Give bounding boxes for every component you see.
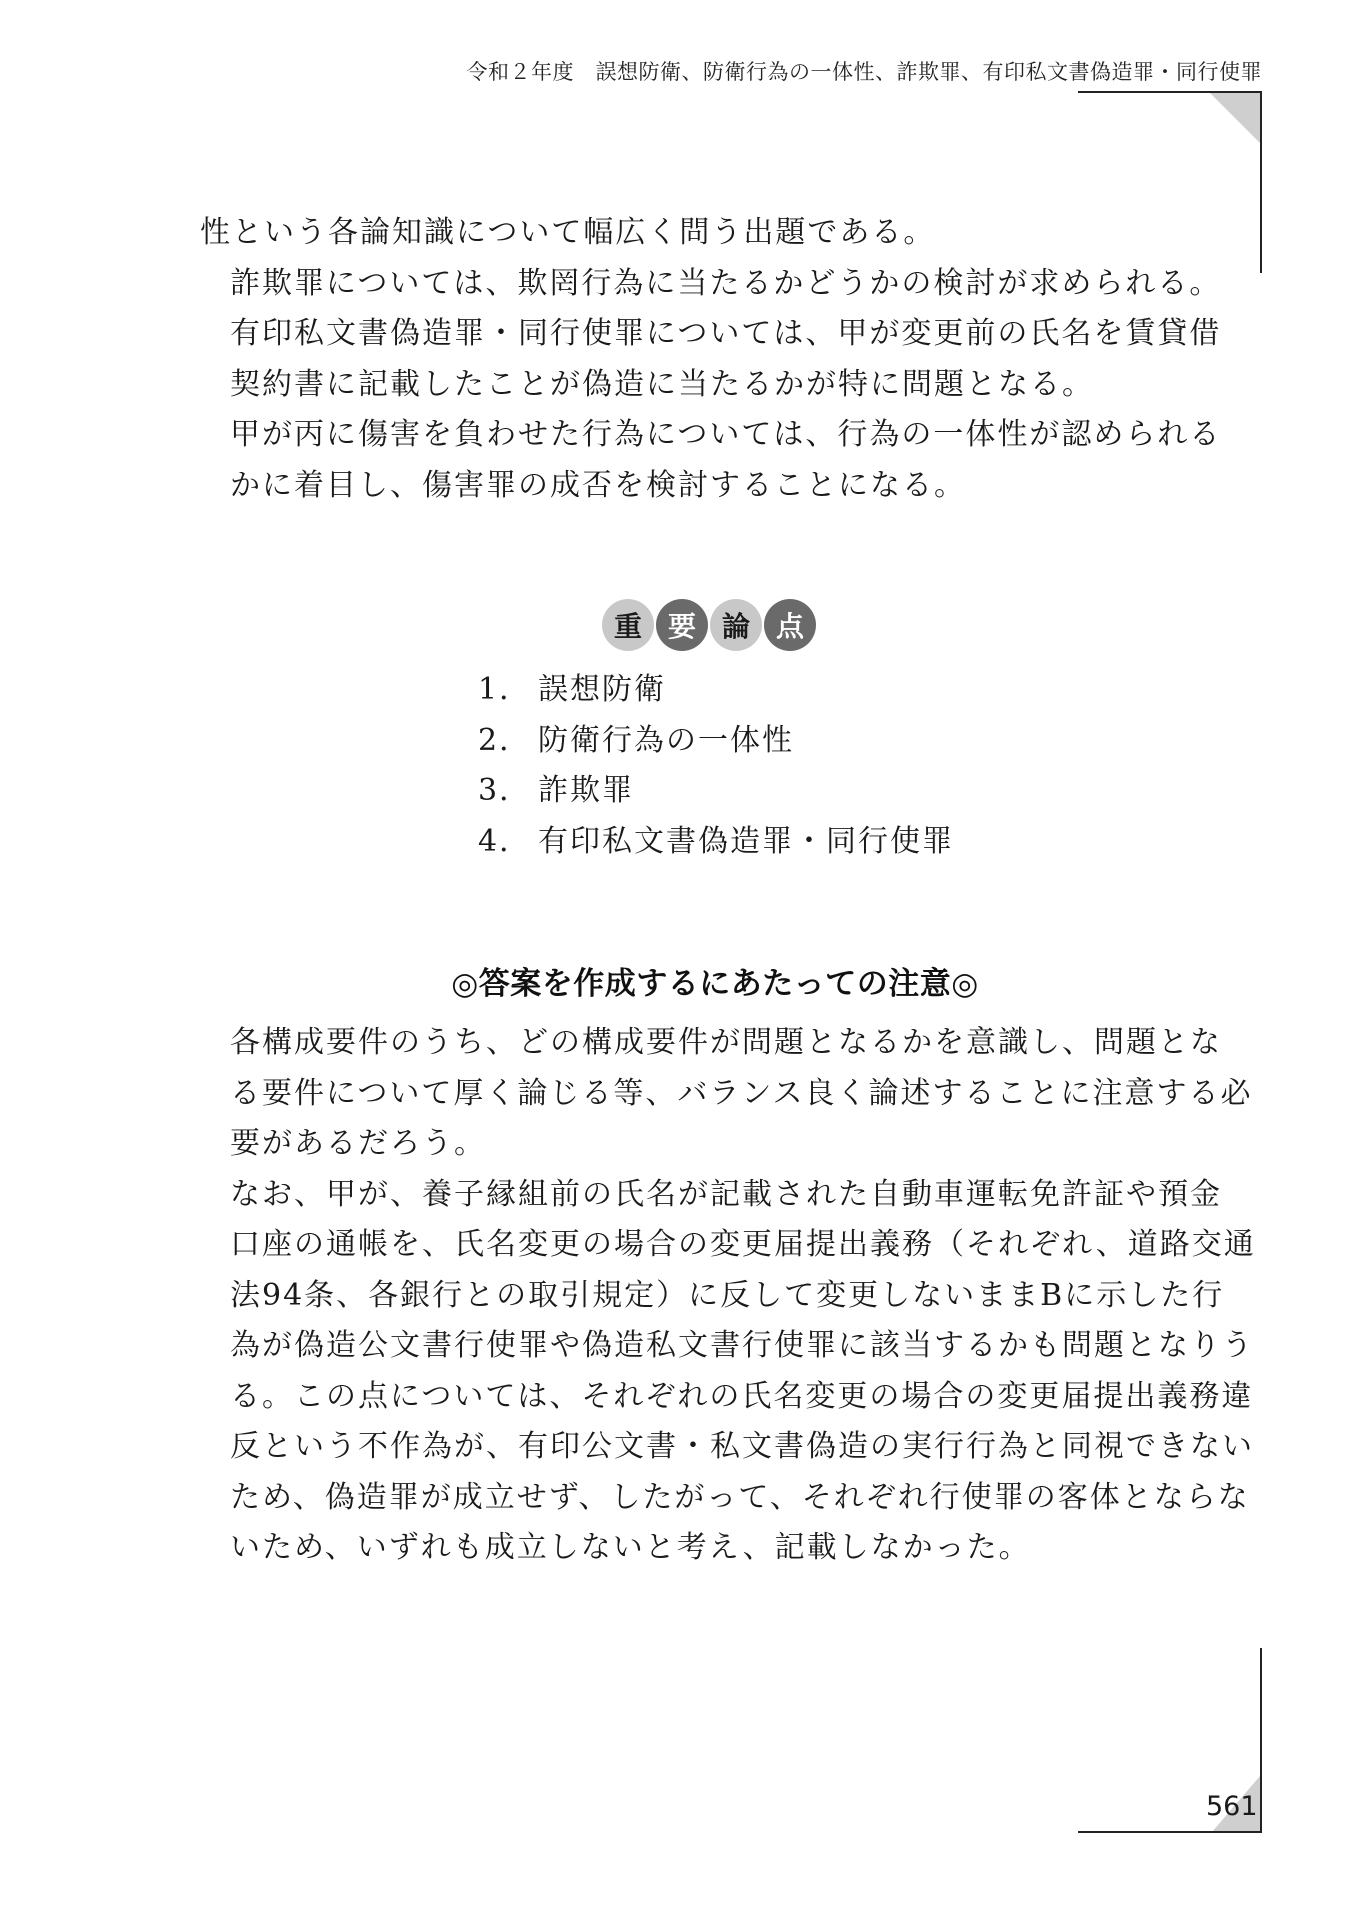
list-item [478,817,954,868]
page-number: 561 [1206,1791,1258,1822]
intro-section [200,208,1230,511]
notes-paragraph [200,1018,1253,1170]
text-line: なお、甲が、養子縁組前の氏名が記載された自動車運転免許証や預金 [230,1176,1222,1212]
footer-rule [1078,1831,1262,1833]
text-line: 口座の通帳を、氏名変更の場合の変更届提出義務（それぞれ、道路交通 [230,1227,1256,1262]
list-item [478,716,954,767]
text-line: いため、いずれも成立しないと考え、記載しなかった。 [230,1530,1031,1565]
list-item [478,665,954,716]
corner-tab-icon [1210,93,1262,145]
notes-section [200,1018,1256,1574]
list-item-text: 誤想防衛 [538,672,666,707]
text-line: 契約書に記載したことが偽造に当たるかが特に問題となる。 [230,366,1094,402]
text-line: る。この点については、それぞれの氏名変更の場合の変更届提出義務違 [230,1378,1254,1414]
intro-paragraph [200,309,1230,410]
intro-paragraph [200,259,1230,310]
text-line: 甲が丙に傷害を負わせた行為については、行為の一体性が認められる [230,417,1222,452]
key-points-badge: 重 [602,599,654,651]
list-item-number: 3． [478,773,532,808]
list-item-text: 有印私文書偽造罪・同行使罪 [538,823,954,859]
text-line: 各構成要件のうち、どの構成要件が問題となるかを意識し、問題とな [230,1025,1222,1060]
text-line: 法94条、各銀行との取引規定）に反して変更しないままBに示した行 [230,1277,1225,1313]
text-line: る要件について厚く論じる等、バランス良く論述することに注意する必 [230,1075,1253,1111]
notes-paragraph [200,1170,1256,1574]
notes-heading: ◎答案を作成するにあたっての注意◎ [451,966,979,1002]
list-item-number: 2． [478,722,532,758]
intro-paragraph [200,208,1230,259]
text-line: ため、偽造罪が成立せず、したがって、それぞれ行使罪の客体とならな [230,1479,1250,1515]
intro-paragraph [200,410,1230,511]
text-line: 有印私文書偽造罪・同行使罪については、甲が変更前の氏名を賃貸借 [230,316,1222,351]
text-line: かに着目し、傷害罪の成否を検討することになる。 [230,467,966,503]
key-points-badge: 点 [764,599,816,651]
list-item-number: 1． [478,672,532,707]
list-item-text: 詐欺罪 [538,773,634,808]
side-rule-bottom [1260,1648,1262,1832]
key-points-heading [602,599,816,651]
text-line: 性という各論知識について幅広く問う出題である。 [200,215,936,250]
list-item [478,766,954,817]
key-points-badge: 論 [710,599,762,651]
side-rule-top [1260,93,1262,273]
text-line: 反という不作為が、有印公文書・私文書偽造の実行行為と同視できない [230,1429,1254,1464]
list-item-text: 防衛行為の一体性 [538,722,794,758]
key-points-badge: 要 [656,599,708,651]
text-line: 要があるだろう。 [230,1126,486,1161]
key-points-list [478,665,954,867]
running-header: 令和２年度 誤想防衛、防衛行為の一体性、詐欺罪、有印私文書偽造罪・同行使罪 [466,60,1262,84]
text-line: 詐欺罪については、欺罔行為に当たるかどうかの検討が求められる。 [230,265,1222,301]
text-line: 為が偽造公文書行使罪や偽造私文書行使罪に該当するかも問題となりう [230,1328,1254,1363]
list-item-number: 4． [478,823,532,859]
